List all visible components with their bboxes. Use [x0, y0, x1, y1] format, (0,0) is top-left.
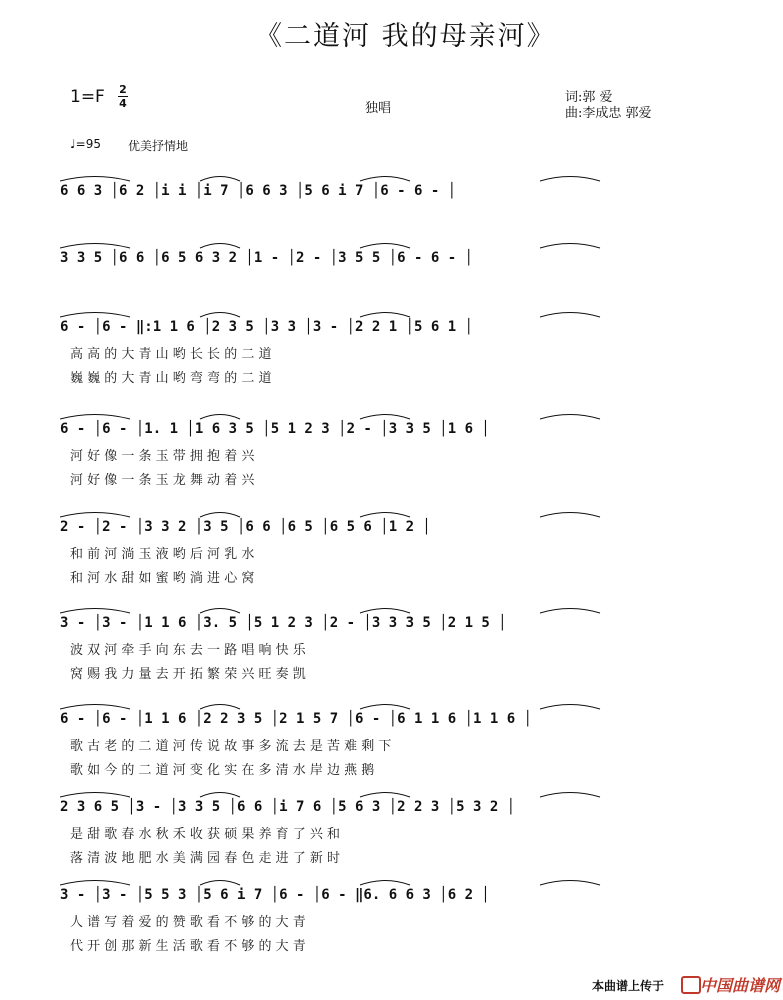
lyric-line: 窝 赐 我 力 量 去 开 拓 繁 荣 兴 旺 奏 凯 — [70, 667, 306, 682]
score-system — [0, 796, 783, 876]
score-system — [0, 316, 783, 396]
lyric-line: 是 甜 歌 春 水 秋 禾 收 获 硕 果 养 育 了 兴 和 — [70, 827, 340, 842]
slur-marks — [60, 700, 760, 710]
upload-credit: 本曲谱上传于 — [592, 979, 665, 993]
score-system — [0, 418, 783, 498]
key-signature: 1=F — [70, 87, 105, 107]
lyric-line: 河 好 像 一 条 玉 带 拥 抱 着 兴 — [70, 449, 255, 464]
notation-line: 3 3 5 │6 6 │6 5 6 3 2 │1 - │2 - │3 5 5 │6 - 6 - │ — [60, 250, 474, 266]
slur-arc — [200, 244, 240, 249]
notation-line: 6 6 3 │6 2 │i i │i 7 │6 6 3 │5 6 i 7 │6 - 6 - │ — [60, 183, 457, 199]
slur-marks — [60, 410, 760, 420]
slur-arc — [360, 415, 410, 420]
slur-arc — [360, 609, 410, 614]
slur-arc — [200, 177, 240, 182]
slur-arc — [540, 609, 600, 614]
lyric-line: 歌 古 老 的 二 道 河 传 说 故 事 多 流 去 是 苦 难 剩 下 — [70, 739, 392, 754]
slur-arc — [60, 244, 130, 249]
slur-arc — [200, 881, 240, 886]
slur-arc — [540, 513, 600, 518]
lyric-line: 和 河 水 甜 如 蜜 哟 淌 进 心 窝 — [70, 571, 255, 586]
notation-line: 2 - │2 - │3 3 2 │3 5 │6 6 │6 5 │6 5 6 │1 2 │ — [60, 519, 431, 535]
time-signature-bottom: 4 — [119, 97, 127, 110]
lyric-line: 和 前 河 淌 玉 液 哟 后 河 乳 水 — [70, 547, 255, 562]
slur-arc — [360, 244, 410, 249]
slur-arc — [60, 793, 130, 798]
slur-arc — [540, 313, 600, 318]
lyric-line: 人 谱 写 着 爱 的 赞 歌 看 不 够 的 大 青 — [70, 915, 306, 930]
slur-arc — [200, 609, 240, 614]
slur-arc — [360, 513, 410, 518]
tempo-marking: ♩=95 — [70, 137, 101, 151]
slur-arc — [360, 313, 410, 318]
lyric-line: 落 清 波 地 肥 水 美 满 园 春 色 走 进 了 新 时 — [70, 851, 340, 866]
slur-marks — [60, 239, 760, 249]
slur-marks — [60, 308, 760, 318]
slur-arc — [60, 415, 130, 420]
slur-arc — [200, 313, 240, 318]
slur-marks — [60, 172, 760, 182]
slur-arc — [60, 881, 130, 886]
notation-line: 6 - │6 - ‖:1 1 6 │2 3 5 │3 3 │3 - │2 2 1 │5 6 1 │ — [60, 319, 474, 335]
site-logo[interactable]: 中国曲谱网 — [700, 976, 781, 995]
slur-marks — [60, 788, 760, 798]
slur-arc — [60, 513, 130, 518]
time-signature-top: 2 — [119, 83, 127, 96]
slur-arc — [540, 415, 600, 420]
slur-arc — [540, 244, 600, 249]
lyric-line: 高 高 的 大 青 山 哟 长 长 的 二 道 — [70, 347, 272, 362]
slur-arc — [360, 881, 410, 886]
slur-arc — [540, 705, 600, 710]
score-system — [0, 612, 783, 692]
slur-arc — [200, 705, 240, 710]
slur-arc — [360, 793, 410, 798]
slur-arc — [60, 313, 130, 318]
lyric-line: 波 双 河 牵 手 向 东 去 一 路 唱 响 快 乐 — [70, 643, 306, 658]
lyric-line: 巍 巍 的 大 青 山 哟 弯 弯 的 二 道 — [70, 371, 272, 386]
slur-marks — [60, 508, 760, 518]
slur-arc — [360, 705, 410, 710]
score-system — [0, 708, 783, 788]
notation-line: 6 - │6 - │1. 1 │1 6 3 5 │5 1 2 3 │2 - │3 3 5 │1 6 │ — [60, 421, 490, 437]
slur-arc — [200, 513, 240, 518]
notation-line: 6 - │6 - │1 1 6 │2 2 3 5 │2 1 5 7 │6 - │6 1 1 6 │1 1 6 │ — [60, 711, 533, 727]
slur-arc — [60, 705, 130, 710]
lyric-line: 歌 如 今 的 二 道 河 变 化 实 在 多 清 水 岸 边 燕 鹅 — [70, 763, 375, 778]
lyricist-credit: 词:郭 爱 — [565, 90, 613, 105]
slur-arc — [540, 177, 600, 182]
notation-line: 3 - │3 - │5 5 3 │5 6 i 7 │6 - │6 - ‖6. 6 6 3 │6 2 │ — [60, 887, 490, 903]
time-signature — [118, 84, 128, 109]
slur-arc — [200, 793, 240, 798]
lyric-line: 河 好 像 一 条 玉 龙 舞 动 着 兴 — [70, 473, 255, 488]
slur-arc — [60, 609, 130, 614]
notation-line: 3 - │3 - │1 1 6 │3. 5 │5 1 2 3 │2 - │3 3 3 5 │2 1 5 │ — [60, 615, 507, 631]
slur-arc — [200, 415, 240, 420]
composer-credit: 曲:李成忠 郭爱 — [565, 106, 652, 121]
performance-type: 独唱 — [365, 101, 392, 116]
lyric-line: 代 开 创 那 新 生 活 歌 看 不 够 的 大 青 — [70, 939, 306, 954]
slur-marks — [60, 604, 760, 614]
expression-marking: 优美抒情地 — [128, 139, 189, 153]
slur-arc — [540, 793, 600, 798]
song-title: 《二道河 我的母亲河》 — [255, 21, 556, 52]
notation-line: 2 3 6 5 │3 - │3 3 5 │6 6 │i 7 6 │5 6 3 │2 2 3 │5 3 2 │ — [60, 799, 516, 815]
slur-marks — [60, 876, 760, 886]
score-system — [0, 884, 783, 964]
slur-arc — [360, 177, 410, 182]
slur-arc — [540, 881, 600, 886]
site-logo-icon — [681, 976, 701, 994]
slur-arc — [60, 177, 130, 182]
score-system — [0, 516, 783, 596]
